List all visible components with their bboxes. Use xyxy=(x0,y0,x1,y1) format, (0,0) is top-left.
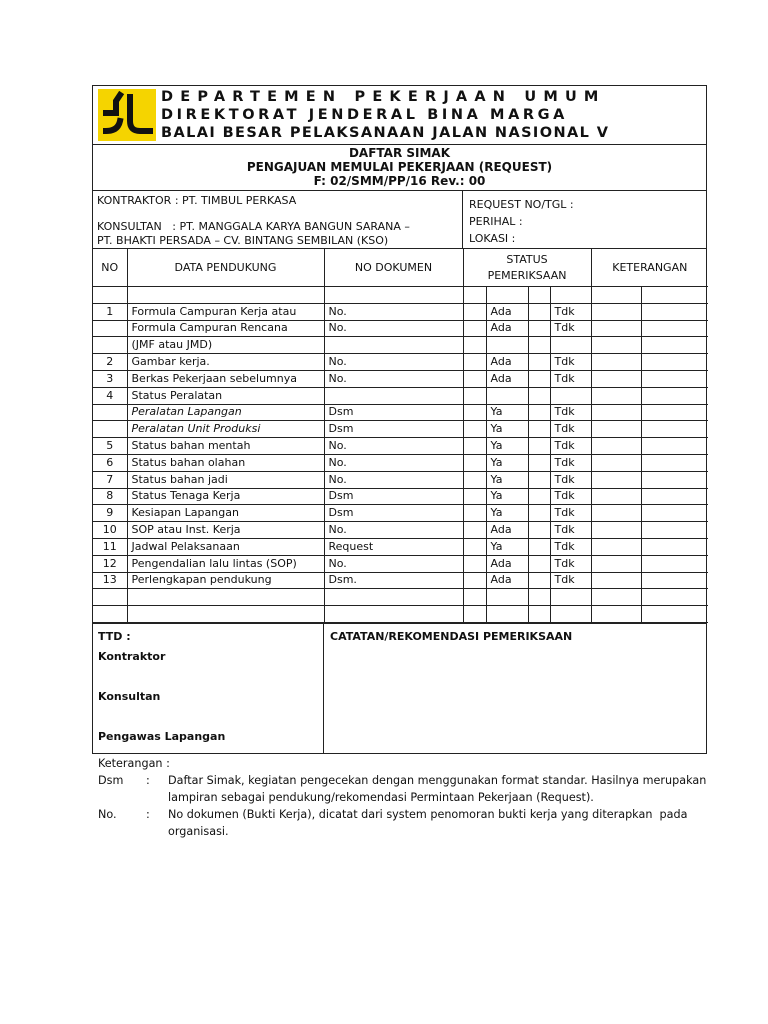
row-status-2: Tdk xyxy=(550,421,591,438)
row-status-1: Ada xyxy=(486,354,528,371)
row-doc: No. xyxy=(324,522,463,539)
row-no xyxy=(93,320,127,337)
row-status-1: Ya xyxy=(486,454,528,471)
org-line-2: DIREKTORAT JENDERAL BINA MARGA xyxy=(161,107,568,123)
header-no: NO xyxy=(93,249,127,287)
row-ket-2 xyxy=(641,404,708,421)
header-status: STATUS PEMERIKSAAN xyxy=(463,249,591,287)
row-ket-2 xyxy=(641,354,708,371)
row-no xyxy=(93,404,127,421)
row-ket-1 xyxy=(591,471,641,488)
row-no: 1 xyxy=(93,303,127,320)
row-status-box-1 xyxy=(463,454,486,471)
row-ket-1 xyxy=(591,538,641,555)
table-row xyxy=(93,287,708,304)
row-status-box-1 xyxy=(463,354,486,371)
row-ket-1 xyxy=(591,606,641,623)
note-text xyxy=(168,806,708,840)
row-no: 6 xyxy=(93,454,127,471)
row-status-box-2 xyxy=(528,337,550,354)
row-status-box-1 xyxy=(463,421,486,438)
row-status-box-2 xyxy=(528,555,550,572)
row-ket-2 xyxy=(641,287,708,304)
row-item: Perlengkapan pendukung xyxy=(127,572,324,589)
row-status-2: Tdk xyxy=(550,505,591,522)
kontraktor-sign: Kontraktor xyxy=(98,649,166,663)
table-row xyxy=(93,538,708,555)
row-item: Kesiapan Lapangan xyxy=(127,505,324,522)
row-item xyxy=(127,589,324,606)
row-ket-2 xyxy=(641,488,708,505)
konsultan-sign: Konsultan xyxy=(98,689,161,703)
row-status-box-1 xyxy=(463,287,486,304)
row-no: 11 xyxy=(93,538,127,555)
header-no-dokumen: NO DOKUMEN xyxy=(324,249,463,287)
row-status-1: Ya xyxy=(486,421,528,438)
table-row xyxy=(93,488,708,505)
row-status-box-1 xyxy=(463,370,486,387)
parties-left xyxy=(93,191,463,248)
row-status-box-2 xyxy=(528,606,550,623)
row-doc: No. xyxy=(324,471,463,488)
row-ket-1 xyxy=(591,354,641,371)
row-doc: No. xyxy=(324,354,463,371)
row-item: Peralatan Lapangan xyxy=(127,404,324,421)
notes-section xyxy=(98,755,708,840)
row-ket-2 xyxy=(641,320,708,337)
row-doc xyxy=(324,387,463,404)
row-ket-1 xyxy=(591,370,641,387)
table-row xyxy=(93,354,708,371)
signature-left xyxy=(93,624,324,753)
row-status-1: Ada xyxy=(486,303,528,320)
row-no xyxy=(93,589,127,606)
row-status-2: Tdk xyxy=(550,303,591,320)
row-item xyxy=(127,287,324,304)
pu-logo xyxy=(93,86,161,144)
row-ket-2 xyxy=(641,589,708,606)
note-key: No. xyxy=(98,808,117,821)
row-status-2: Tdk xyxy=(550,522,591,539)
table-row xyxy=(93,370,708,387)
row-ket-1 xyxy=(591,589,641,606)
row-no xyxy=(93,606,127,623)
row-item: Gambar kerja. xyxy=(127,354,324,371)
row-status-box-1 xyxy=(463,589,486,606)
row-no xyxy=(93,337,127,354)
row-status-2 xyxy=(550,287,591,304)
row-doc: Dsm xyxy=(324,488,463,505)
row-status-1: Ya xyxy=(486,488,528,505)
row-item: Status bahan jadi xyxy=(127,471,324,488)
row-status-1: Ada xyxy=(486,572,528,589)
catatan-label: CATATAN/REKOMENDASI PEMERIKSAAN xyxy=(330,629,573,643)
form-title xyxy=(93,145,706,191)
pengawas-sign: Pengawas Lapangan xyxy=(98,729,226,743)
row-status-box-2 xyxy=(528,572,550,589)
table-row xyxy=(93,454,708,471)
row-no: 13 xyxy=(93,572,127,589)
row-doc: Dsm. xyxy=(324,572,463,589)
row-doc: No. xyxy=(324,454,463,471)
row-status-2: Tdk xyxy=(550,471,591,488)
row-status-1: Ada xyxy=(486,522,528,539)
row-status-box-2 xyxy=(528,505,550,522)
row-ket-2 xyxy=(641,454,708,471)
row-status-box-1 xyxy=(463,387,486,404)
row-status-2: Tdk xyxy=(550,572,591,589)
row-status-box-2 xyxy=(528,303,550,320)
row-status-2: Tdk xyxy=(550,454,591,471)
row-status-2 xyxy=(550,589,591,606)
note-colon: : xyxy=(146,774,150,787)
note-text-line: Daftar Simak, kegiatan pengecekan dengan menggunakan format standar. Hasilnya merupakan xyxy=(168,774,707,787)
row-item: Berkas Pekerjaan sebelumnya xyxy=(127,370,324,387)
row-item: Peralatan Unit Produksi xyxy=(127,421,324,438)
row-item: Formula Campuran Rencana xyxy=(127,320,324,337)
row-doc: No. xyxy=(324,438,463,455)
row-doc xyxy=(324,589,463,606)
checklist-table xyxy=(93,249,708,623)
row-item: SOP atau Inst. Kerja xyxy=(127,522,324,539)
row-ket-1 xyxy=(591,555,641,572)
row-status-2: Tdk xyxy=(550,354,591,371)
row-status-1 xyxy=(486,606,528,623)
row-ket-2 xyxy=(641,438,708,455)
row-ket-1 xyxy=(591,488,641,505)
note-text-line: lampiran sebagai pendukung/rekomendasi Permintaan Pekerjaan (Request). xyxy=(168,791,594,804)
table-row xyxy=(93,522,708,539)
row-ket-2 xyxy=(641,555,708,572)
org-line-1: DEPARTEMEN PEKERJAAN UMUM xyxy=(161,89,606,105)
row-ket-1 xyxy=(591,505,641,522)
table-row xyxy=(93,303,708,320)
row-status-box-1 xyxy=(463,404,486,421)
row-status-box-2 xyxy=(528,354,550,371)
row-status-1: Ada xyxy=(486,555,528,572)
row-status-box-1 xyxy=(463,572,486,589)
row-ket-2 xyxy=(641,471,708,488)
kontraktor-field: KONTRAKTOR : PT. TIMBUL PERKASA xyxy=(97,194,297,207)
row-ket-2 xyxy=(641,538,708,555)
row-status-1 xyxy=(486,589,528,606)
notes-title: Keterangan : xyxy=(98,757,170,770)
row-status-box-1 xyxy=(463,320,486,337)
signature-section xyxy=(93,623,706,753)
row-status-box-2 xyxy=(528,320,550,337)
row-doc: No. xyxy=(324,303,463,320)
note-text xyxy=(168,772,708,806)
catatan-box xyxy=(324,624,706,753)
row-ket-2 xyxy=(641,505,708,522)
row-status-2: Tdk xyxy=(550,404,591,421)
row-status-box-1 xyxy=(463,471,486,488)
row-ket-2 xyxy=(641,337,708,354)
row-status-box-2 xyxy=(528,471,550,488)
row-ket-1 xyxy=(591,404,641,421)
row-no xyxy=(93,287,127,304)
row-no: 7 xyxy=(93,471,127,488)
row-doc xyxy=(324,606,463,623)
row-status-box-2 xyxy=(528,438,550,455)
row-no: 8 xyxy=(93,488,127,505)
note-dsm xyxy=(98,772,708,806)
row-status-2: Tdk xyxy=(550,538,591,555)
row-no: 12 xyxy=(93,555,127,572)
row-ket-1 xyxy=(591,421,641,438)
row-ket-1 xyxy=(591,454,641,471)
row-status-box-1 xyxy=(463,538,486,555)
table-row xyxy=(93,505,708,522)
title-line-2: PENGAJUAN MEMULAI PEKERJAAN (REQUEST) xyxy=(246,160,553,174)
row-status-1: Ada xyxy=(486,320,528,337)
row-status-1: Ya xyxy=(486,404,528,421)
row-status-box-2 xyxy=(528,421,550,438)
row-status-1: Ya xyxy=(486,538,528,555)
row-item: Jadwal Pelaksanaan xyxy=(127,538,324,555)
row-ket-2 xyxy=(641,572,708,589)
row-status-box-1 xyxy=(463,438,486,455)
request-no-field: REQUEST NO/TGL : xyxy=(469,198,574,211)
row-item: Pengendalian lalu lintas (SOP) xyxy=(127,555,324,572)
parties-section xyxy=(93,191,706,249)
row-doc: No. xyxy=(324,555,463,572)
row-no xyxy=(93,421,127,438)
row-ket-1 xyxy=(591,572,641,589)
perihal-field: PERIHAL : xyxy=(469,215,523,228)
row-doc xyxy=(324,287,463,304)
row-status-box-1 xyxy=(463,303,486,320)
row-doc: Request xyxy=(324,538,463,555)
row-status-2 xyxy=(550,387,591,404)
form-code: F: 02/SMM/PP/16 Rev.: 00 xyxy=(313,174,486,188)
form-header xyxy=(93,86,706,145)
title-line-1: DAFTAR SIMAK xyxy=(348,146,451,160)
row-item: Status bahan olahan xyxy=(127,454,324,471)
row-status-box-2 xyxy=(528,370,550,387)
row-doc: No. xyxy=(324,370,463,387)
row-status-box-2 xyxy=(528,287,550,304)
row-ket-1 xyxy=(591,522,641,539)
row-ket-1 xyxy=(591,287,641,304)
header-data-pendukung: DATA PENDUKUNG xyxy=(127,249,324,287)
row-ket-1 xyxy=(591,438,641,455)
checklist-form xyxy=(92,85,707,754)
row-ket-2 xyxy=(641,370,708,387)
parties-right xyxy=(463,191,706,248)
row-ket-2 xyxy=(641,606,708,623)
row-item xyxy=(127,606,324,623)
row-item: (JMF atau JMD) xyxy=(127,337,324,354)
row-item: Status bahan mentah xyxy=(127,438,324,455)
row-status-1: Ya xyxy=(486,438,528,455)
row-status-box-1 xyxy=(463,555,486,572)
row-ket-1 xyxy=(591,337,641,354)
row-status-box-2 xyxy=(528,589,550,606)
table-row xyxy=(93,404,708,421)
row-no: 10 xyxy=(93,522,127,539)
row-status-2: Tdk xyxy=(550,555,591,572)
pu-logo-icon xyxy=(96,87,158,143)
org-line-3: BALAI BESAR PELAKSANAAN JALAN NASIONAL V xyxy=(161,125,610,141)
row-status-box-1 xyxy=(463,337,486,354)
row-ket-2 xyxy=(641,387,708,404)
org-name xyxy=(161,86,706,144)
row-status-1 xyxy=(486,337,528,354)
row-doc xyxy=(324,337,463,354)
row-doc: No. xyxy=(324,320,463,337)
konsultan-field-cont: PT. BHAKTI PERSADA – CV. BINTANG SEMBILAN (KSO) xyxy=(97,234,389,247)
row-status-box-1 xyxy=(463,505,486,522)
row-no: 3 xyxy=(93,370,127,387)
row-ket-2 xyxy=(641,421,708,438)
table-row xyxy=(93,421,708,438)
row-item: Status Tenaga Kerja xyxy=(127,488,324,505)
row-status-1: Ada xyxy=(486,370,528,387)
row-status-box-1 xyxy=(463,488,486,505)
note-text-line: No dokumen (Bukti Kerja), dicatat dari system penomoran bukti kerja yang diterapkan pada xyxy=(168,808,688,821)
row-no: 4 xyxy=(93,387,127,404)
row-status-1: Ya xyxy=(486,505,528,522)
row-status-box-1 xyxy=(463,606,486,623)
table-row xyxy=(93,337,708,354)
row-item: Formula Campuran Kerja atau xyxy=(127,303,324,320)
row-status-1 xyxy=(486,287,528,304)
table-row xyxy=(93,555,708,572)
row-item: Status Peralatan xyxy=(127,387,324,404)
konsultan-field: KONSULTAN : PT. MANGGALA KARYA BANGUN SARANA – xyxy=(97,220,410,233)
checklist-rows xyxy=(93,287,708,623)
row-ket-2 xyxy=(641,522,708,539)
table-row xyxy=(93,438,708,455)
row-status-1: Ya xyxy=(486,471,528,488)
table-header-row xyxy=(93,249,708,287)
row-no: 9 xyxy=(93,505,127,522)
table-row xyxy=(93,589,708,606)
lokasi-field: LOKASI : xyxy=(469,232,516,245)
table-row xyxy=(93,387,708,404)
note-text-line: organisasi. xyxy=(168,825,229,838)
row-no: 5 xyxy=(93,438,127,455)
row-status-2 xyxy=(550,337,591,354)
row-status-box-2 xyxy=(528,488,550,505)
row-status-box-2 xyxy=(528,454,550,471)
row-status-2: Tdk xyxy=(550,438,591,455)
row-status-box-2 xyxy=(528,522,550,539)
row-ket-1 xyxy=(591,320,641,337)
row-doc: Dsm xyxy=(324,404,463,421)
row-doc: Dsm xyxy=(324,421,463,438)
row-status-2: Tdk xyxy=(550,370,591,387)
row-status-box-2 xyxy=(528,404,550,421)
note-no xyxy=(98,806,708,840)
row-status-box-2 xyxy=(528,387,550,404)
row-status-1 xyxy=(486,387,528,404)
row-status-2: Tdk xyxy=(550,488,591,505)
row-no: 2 xyxy=(93,354,127,371)
row-ket-1 xyxy=(591,387,641,404)
row-status-box-2 xyxy=(528,538,550,555)
table-row xyxy=(93,471,708,488)
table-row xyxy=(93,320,708,337)
note-colon: : xyxy=(146,808,150,821)
row-ket-2 xyxy=(641,303,708,320)
row-status-2: Tdk xyxy=(550,320,591,337)
row-status-2 xyxy=(550,606,591,623)
header-keterangan: KETERANGAN xyxy=(591,249,708,287)
table-row xyxy=(93,606,708,623)
row-doc: Dsm xyxy=(324,505,463,522)
ttd-label: TTD : xyxy=(98,629,131,643)
table-row xyxy=(93,572,708,589)
row-ket-1 xyxy=(591,303,641,320)
note-key: Dsm xyxy=(98,774,124,787)
row-status-box-1 xyxy=(463,522,486,539)
